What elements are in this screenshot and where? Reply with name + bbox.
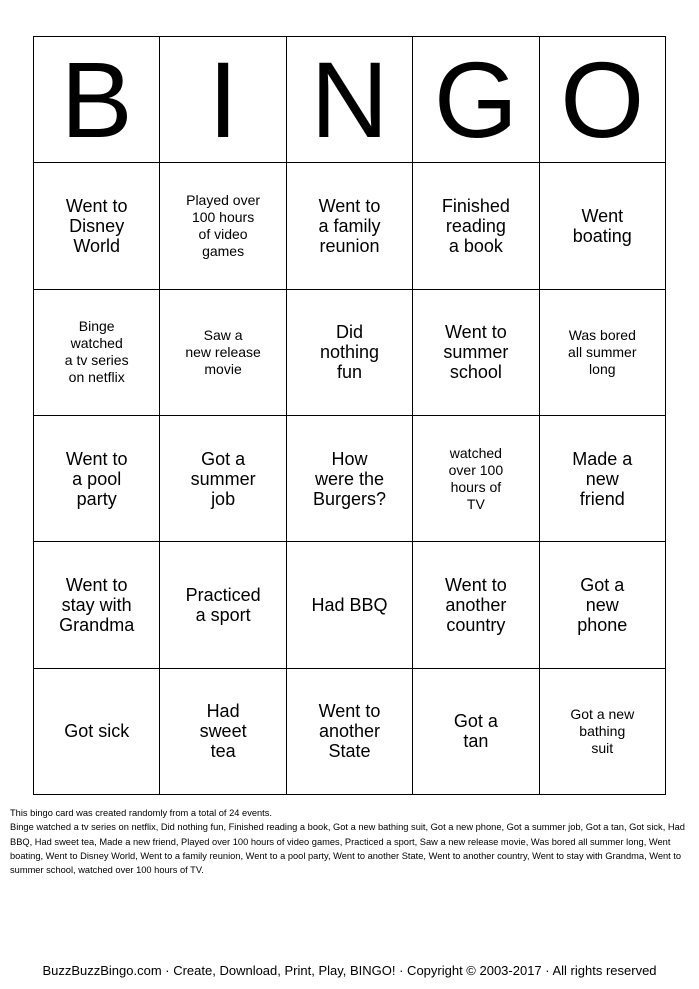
bingo-cell bbox=[413, 668, 539, 794]
header-letter-b: B bbox=[34, 37, 160, 163]
bingo-cell bbox=[413, 289, 539, 415]
bingo-cell bbox=[413, 163, 539, 289]
bingo-cell bbox=[286, 163, 412, 289]
bingo-cell bbox=[286, 289, 412, 415]
bingo-header-row bbox=[34, 37, 666, 163]
bingo-cell-text: Did nothing fun bbox=[319, 322, 379, 383]
bingo-cell bbox=[286, 668, 412, 794]
bingo-cell-text: Got a new phone bbox=[577, 574, 628, 635]
bingo-cell-text: Went to another country bbox=[445, 574, 507, 635]
bingo-cell bbox=[160, 668, 286, 794]
bingo-cell-text: Made a new friend bbox=[572, 448, 633, 509]
bingo-cell bbox=[160, 289, 286, 415]
bingo-row bbox=[34, 415, 666, 541]
bingo-cell-text: Got a summer job bbox=[190, 448, 256, 509]
bingo-cell bbox=[539, 289, 665, 415]
notes-events-list: Binge watched a tv series on netflix, Did nothing fun, Finished reading a book, Got a new bathing suit, Got a new phone, Got a summer job, Got a tan, Got sick, Had BBQ, Had sweet tea, Made a new friend, Played over 100 hours of video games, Practiced a sport, Saw a new release movie, Was bored all summer long, Went boating, Went to Disney World, Went to a family reunion, Went to a pool party, Went to another State, Went to another country, Went to stay with Grandma, Went to summer school, watched over 100 hours of TV. bbox=[10, 822, 685, 876]
bingo-row bbox=[34, 163, 666, 289]
bingo-cell bbox=[539, 163, 665, 289]
header-letter-i: I bbox=[160, 37, 286, 163]
bingo-cell-text: Went to Disney World bbox=[65, 195, 128, 256]
bingo-cell bbox=[34, 668, 160, 794]
bingo-cell bbox=[539, 415, 665, 541]
bingo-row bbox=[34, 542, 666, 668]
bingo-cell bbox=[34, 542, 160, 668]
header-letter-o: O bbox=[539, 37, 665, 163]
bingo-cell-text: Saw a new release movie bbox=[185, 326, 261, 377]
bingo-cell bbox=[539, 542, 665, 668]
bingo-cell-text: Binge watched a tv series on netflix bbox=[64, 318, 129, 386]
bingo-cell bbox=[286, 542, 412, 668]
bingo-cell-text: Had BBQ bbox=[311, 594, 388, 615]
bingo-cell-text: Got a new bathing suit bbox=[570, 705, 635, 756]
bingo-cell-text: Went to another State bbox=[318, 701, 381, 762]
bingo-cell-text: Went to summer school bbox=[443, 322, 509, 383]
bingo-cell bbox=[413, 542, 539, 668]
header-letter-g: G bbox=[413, 37, 539, 163]
site-credit-footer: BuzzBuzzBingo.com · Create, Download, Print, Play, BINGO! · Copyright © 2003-2017 · All rights reserved bbox=[42, 963, 657, 978]
bingo-cell bbox=[413, 415, 539, 541]
header-letter-n: N bbox=[286, 37, 412, 163]
bingo-cell bbox=[160, 163, 286, 289]
bingo-cell-text: Was bored all summer long bbox=[568, 326, 637, 377]
bingo-cell-text: How were the Burgers? bbox=[312, 448, 386, 509]
bingo-cell-text: Went boating bbox=[572, 205, 632, 246]
bingo-cell-text: Finished reading a book bbox=[441, 195, 510, 256]
bingo-cell-text: Went to a family reunion bbox=[318, 195, 381, 256]
bingo-cell bbox=[34, 415, 160, 541]
bingo-cell-text: Got a tan bbox=[453, 711, 498, 752]
event-notes bbox=[10, 806, 686, 877]
bingo-cell-text: Practiced a sport bbox=[185, 584, 261, 625]
bingo-row bbox=[34, 289, 666, 415]
bingo-cell-text: Went to stay with Grandma bbox=[59, 574, 135, 635]
bingo-row bbox=[34, 668, 666, 794]
bingo-cell-text: Went to a pool party bbox=[65, 448, 128, 509]
bingo-cell-text: Had sweet tea bbox=[199, 701, 247, 762]
bingo-cell bbox=[160, 415, 286, 541]
bingo-cell bbox=[539, 668, 665, 794]
bingo-cell bbox=[160, 542, 286, 668]
bingo-cell bbox=[34, 289, 160, 415]
bingo-cell bbox=[286, 415, 412, 541]
bingo-cell-text: watched over 100 hours of TV bbox=[448, 444, 504, 512]
bingo-cell-text: Got sick bbox=[64, 721, 130, 742]
bingo-cell bbox=[34, 163, 160, 289]
bingo-card bbox=[33, 36, 666, 795]
bingo-cell-text: Played over 100 hours of video games bbox=[186, 191, 261, 259]
notes-summary: This bingo card was created randomly from a total of 24 events. bbox=[10, 808, 272, 818]
